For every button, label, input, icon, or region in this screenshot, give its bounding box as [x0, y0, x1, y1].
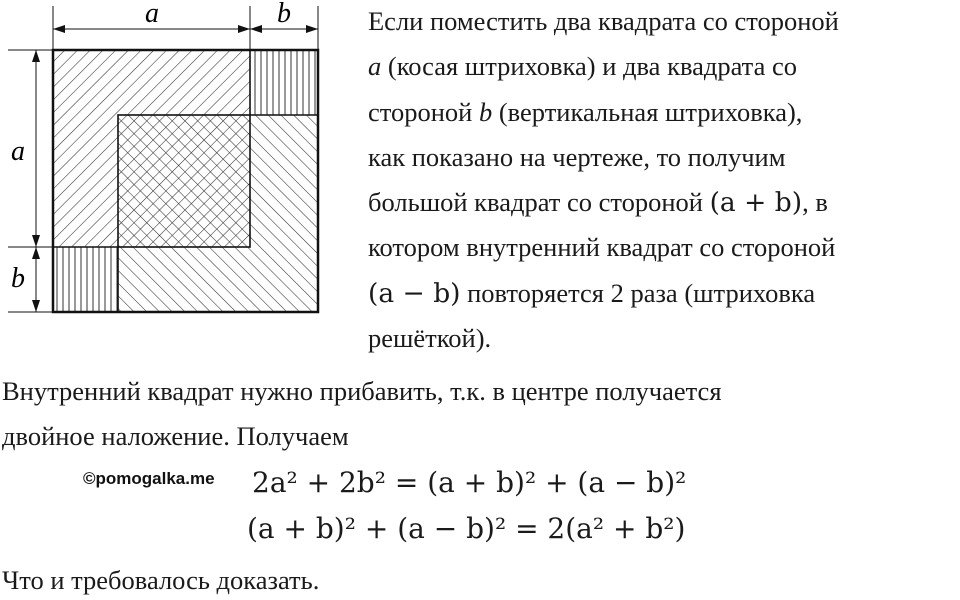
equation-text: 2a² + 2b² = (a + b)² + (a − b)²: [252, 466, 687, 499]
text-span: (косая штриховка) и два квадрата со: [381, 51, 797, 82]
text-line: [368, 90, 839, 135]
equation-text: (a + b)² + (a − b)² = 2(a² + b²): [247, 512, 686, 545]
figure-explanation: [368, 0, 839, 361]
dim-label-b-top: b: [277, 0, 291, 29]
text-line: котором внутренний квадрат со стороной: [368, 232, 836, 263]
var-a: a: [368, 51, 382, 82]
dim-label-b-left: b: [11, 263, 25, 294]
dim-label-a-top: a: [145, 0, 159, 29]
square-a-bottom-right: [118, 115, 318, 312]
equation-2: [247, 512, 685, 545]
conclusion-text: Что и требовалось доказать.: [2, 565, 320, 595]
watermark: ©pomogalka.me: [83, 469, 215, 488]
text-line: [368, 180, 839, 225]
text-line: как показано на чертеже, то получим: [368, 141, 786, 172]
var-b: b: [478, 96, 493, 127]
equation-1: [252, 466, 686, 499]
text-span: большой квадрат со стороной: [368, 187, 710, 218]
text-span: , в: [802, 187, 828, 218]
text-line: решёткой).: [368, 323, 492, 354]
text-line: [368, 271, 839, 316]
text-line: Если поместить два квадрата со стороной: [368, 6, 839, 36]
text-line: Внутренний квадрат нужно прибавить, т.к. в центре получается: [2, 376, 722, 406]
body-paragraph: [2, 369, 722, 460]
text-line: [368, 44, 839, 89]
math-a-plus-b: (a + b): [709, 187, 803, 219]
math-a-minus-b: (a − b): [368, 277, 461, 309]
text-span: стороной: [368, 96, 479, 127]
dim-label-a-left: a: [11, 136, 25, 167]
squares-diagram: [0, 0, 340, 340]
text-line: двойное наложение. Получаем: [2, 421, 349, 452]
text-span: (вертикальная штриховка),: [492, 96, 803, 127]
text-span: повторяется 2 раза (штриховка: [460, 277, 816, 308]
